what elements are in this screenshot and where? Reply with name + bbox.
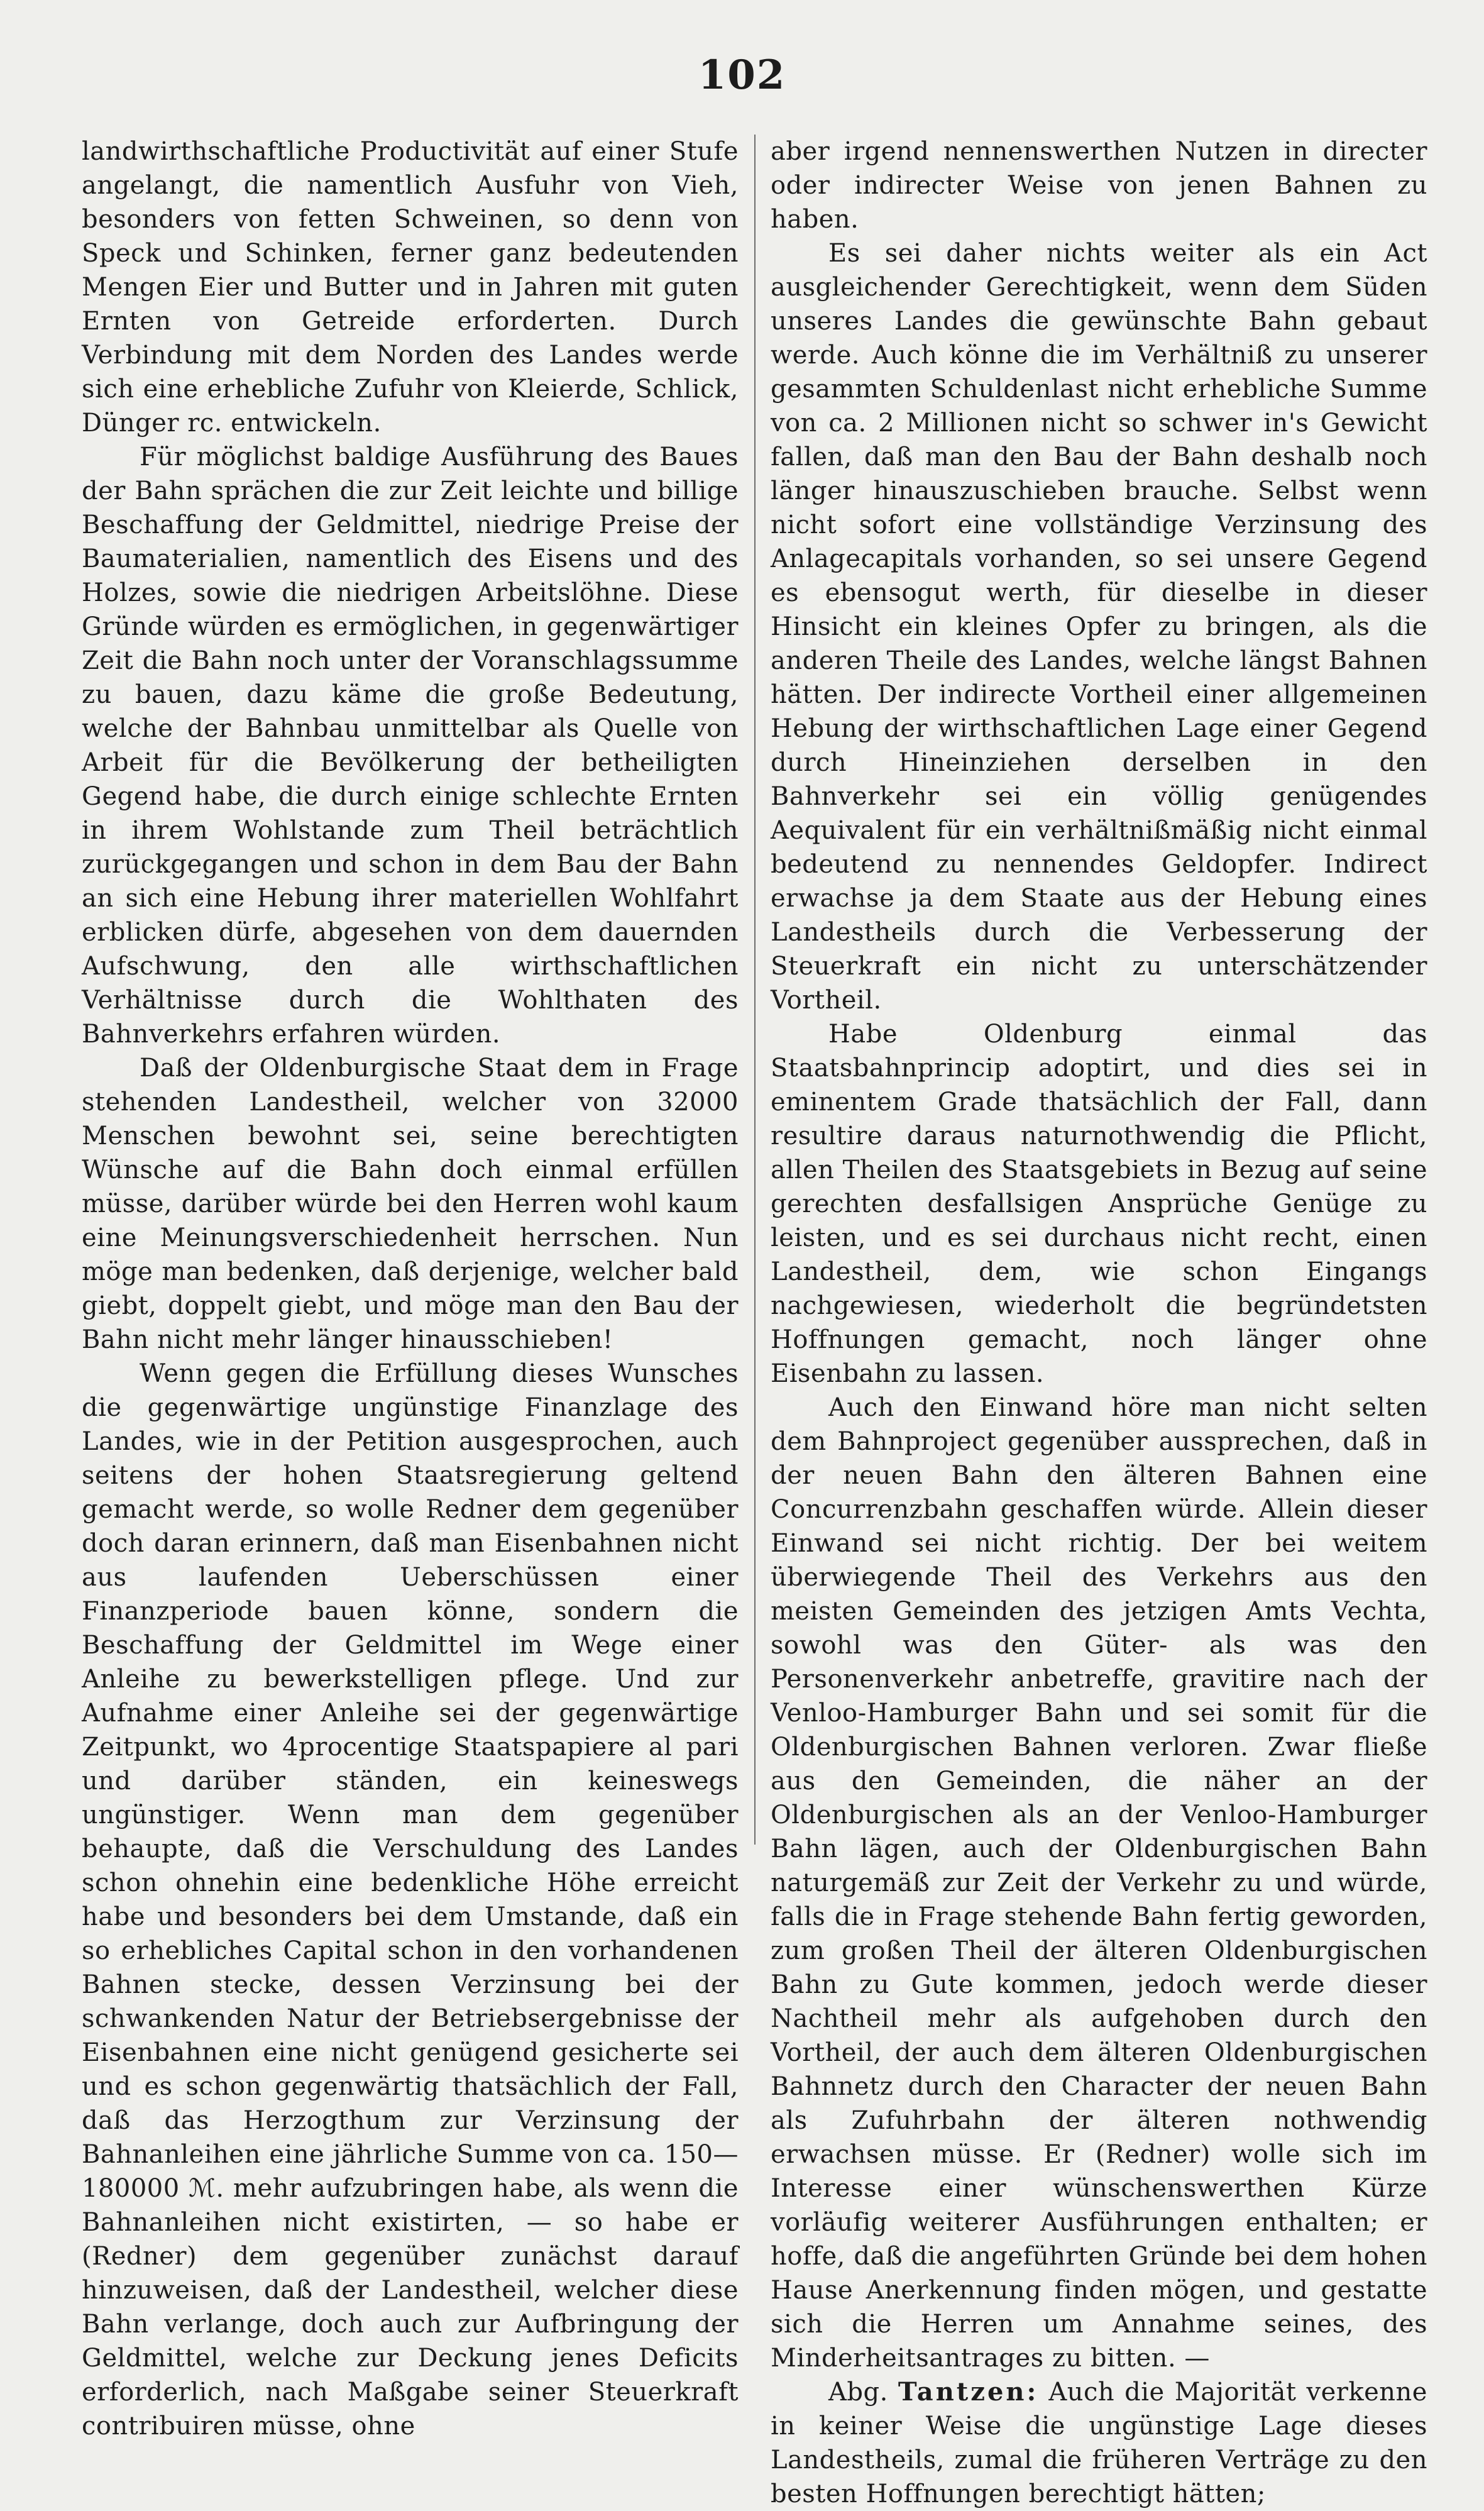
paragraph: Wenn gegen die Erfüllung dieses Wunsches die gegenwärtige ungünstige Finanzlage des Landes, wie in der Petition ausgesprochen, auch seitens der hohen Staatsregierung geltend gemacht werde, so wolle Redner dem gegenüber doch daran erinnern, daß man Eisenbahnen nicht aus laufenden Ueberschüssen einer Finanzperiode bauen könne, sondern die Beschaffung der Geldmittel im Wege einer Anleihe zu bewerkstelligen pflege. Und zur Aufnahme einer Anleihe sei der gegenwärtige Zeitpunkt, wo 4procentige Staatspapiere al pari und darüber ständen, ein keineswegs ungünstiger. Wenn man dem gegenüber behaupte, daß die Verschuldung des Landes schon ohnehin eine bedenkliche Höhe erreicht habe und besonders bei dem Umstande, daß ein so erhebliches Capital schon in den vorhandenen Bahnen stecke, dessen Verzinsung bei der schwankenden Natur der Betriebsergebnisse der Eisenbahnen eine nicht genügend gesicherte sei und es schon gegenwärtig thatsächlich der Fall, daß das Herzogthum zur Verzinsung der Bahnanleihen eine jährliche Summe von ca. 150—180000 ℳ. mehr aufzubringen habe, als wenn die Bahnanleihen nicht existirten, — so habe er (Redner) dem gegenüber zunächst darauf hinzuweisen, daß der Landestheil, welcher diese Bahn verlange, doch auch zur Aufbringung der Geldmittel, welche zur Deckung jenes Deficits erforderlich, nach Maßgabe seiner Steuerkraft contribuiren müsse, ohne: [82, 1359, 739, 2441]
speaker-paragraph: [771, 2375, 1427, 2511]
speaker-text: Auch die Majorität verkenne in keiner Weise die ungünstige Lage dieses Landestheils, zumal die früheren Verträge zu den besten Hoffnungen berechtigt hätten;: [771, 2378, 1427, 2508]
paragraph: Auch den Einwand höre man nicht selten dem Bahnproject gegenüber aussprechen, daß in der neuen Bahn den älteren Bahnen eine Concurrenzbahn geschaffen würde. Allein dieser Einwand sei nicht richtig. Der bei weitem überwiegende Theil des Verkehrs aus den meisten Gemeinden des jetzigen Amts Vechta, sowohl was den Güter- als was den Personenverkehr anbetreffe, gravitire nach der Venloo-Hamburger Bahn und sei somit für die Oldenburgischen Bahnen verloren. Zwar fließe aus den Gemeinden, die näher an der Oldenburgischen als an der Venloo-Hamburger Bahn lägen, auch der Oldenburgischen Bahn naturgemäß zur Zeit der Verkehr zu und würde, falls die in Frage stehende Bahn fertig geworden, zum großen Theil der älteren Oldenburgischen Bahn zu Gute kommen, jedoch werde dieser Nachtheil mehr als aufgehoben durch den Vortheil, der auch dem älteren Oldenburgischen Bahnnetz durch den Character der neuen Bahn als Zufuhrbahn der älteren nothwendig erwachsen müsse. Er (Redner) wolle sich im Interesse einer wünschenswerthen Kürze vorläufig weiterer Ausführungen enthalten; er hoffe, daß die angeführten Gründe bei dem hohen Hause Anerkennung finden mögen, und gestatte sich die Herren um Annahme seines, des Minderheitsantrages zu bitten. —: [771, 1393, 1427, 2373]
paragraph: landwirthschaftliche Productivität auf einer Stufe angelangt, die namentlich Ausfuhr von Vieh, besonders von fetten Schweinen, so denn von Speck und Schinken, ferner ganz bedeutenden Mengen Eier und Butter und in Jahren mit guten Ernten von Getreide erforderten. Durch Verbindung mit dem Norden des Landes werde sich eine erhebliche Zufuhr von Kleierde, Schlick, Dünger rc. entwickeln.: [82, 137, 739, 438]
paragraph: Es sei daher nichts weiter als ein Act ausgleichender Gerechtigkeit, wenn dem Süden unseres Landes die gewünschte Bahn gebaut werde. Auch könne die im Verhältniß zu unserer gesammten Schuldenlast nicht erhebliche Summe von ca. 2 Millionen nicht so schwer in's Gewicht fallen, daß man den Bau der Bahn deshalb noch länger hinauszuschieben brauche. Selbst wenn nicht sofort eine vollständige Verzinsung des Anlagecapitals vorhanden, so sei unsere Gegend es ebensogut werth, für dieselbe in dieser Hinsicht ein kleines Opfer zu bringen, als die anderen Theile des Landes, welche längst Bahnen hätten. Der indirecte Vortheil einer allgemeinen Hebung der wirthschaftlichen Lage einer Gegend durch Hineinziehen derselben in den Bahnverkehr sei ein völlig genügendes Aequivalent für ein verhältnißmäßig nicht einmal bedeutend zu nennendes Geldopfer. Indirect erwachse ja dem Staate aus der Hebung eines Landestheils durch die Verbesserung der Steuerkraft ein nicht zu unterschätzender Vortheil.: [771, 239, 1427, 1015]
speaker-prefix: Abg.: [828, 2378, 888, 2407]
speaker-name: Tantzen:: [898, 2377, 1039, 2407]
page-number: 102: [698, 52, 786, 99]
paragraph: Für möglichst baldige Ausführung des Baues der Bahn sprächen die zur Zeit leichte und billige Beschaffung der Geldmittel, niedrige Preise der Baumaterialien, namentlich des Eisens und des Holzes, sowie die niedrigen Arbeitslöhne. Diese Gründe würden es ermöglichen, in gegenwärtiger Zeit die Bahn noch unter der Voranschlagssumme zu bauen, dazu käme die große Bedeutung, welche der Bahnbau unmittelbar als Quelle von Arbeit für die Bevölkerung der betheiligten Gegend habe, die durch einige schlechte Ernten in ihrem Wohlstande zum Theil beträchtlich zurückgegangen und schon in dem Bau der Bahn an sich eine Hebung ihrer materiellen Wohlfahrt erblicken dürfe, abgesehen von dem dauernden Aufschwung, den alle wirthschaftlichen Verhältnisse durch die Wohlthaten des Bahnverkehrs erfahren würden.: [82, 443, 739, 1049]
paragraph: Daß der Oldenburgische Staat dem in Frage stehenden Landestheil, welcher von 32000 Menschen bewohnt sei, seine berechtigten Wünsche auf die Bahn doch einmal erfüllen müsse, darüber würde bei den Herren wohl kaum eine Meinungsverschiedenheit herrschen. Nun möge man bedenken, daß derjenige, welcher bald giebt, doppelt giebt, und möge man den Bau der Bahn nicht mehr länger hinausschieben!: [82, 1054, 739, 1354]
right-column: [771, 135, 1427, 2511]
column-divider: [754, 135, 756, 1845]
paragraph: aber irgend nennenswerthen Nutzen in directer oder indirecter Weise von jenen Bahnen zu haben.: [771, 137, 1427, 234]
paragraph: Habe Oldenburg einmal das Staatsbahnprincip adoptirt, und dies sei in eminentem Grade thatsächlich der Fall, dann resultire daraus naturnothwendig die Pflicht, allen Theilen des Staatsgebiets in Bezug auf seine gerechten desfallsigen Ansprüche Genüge zu leisten, und es sei durchaus nicht recht, einen Landestheil, dem, wie schon Eingangs nachgewiesen, wiederholt die begründetsten Hoffnungen gemacht, noch länger ohne Eisenbahn zu lassen.: [771, 1020, 1427, 1388]
left-column: [82, 135, 739, 2443]
